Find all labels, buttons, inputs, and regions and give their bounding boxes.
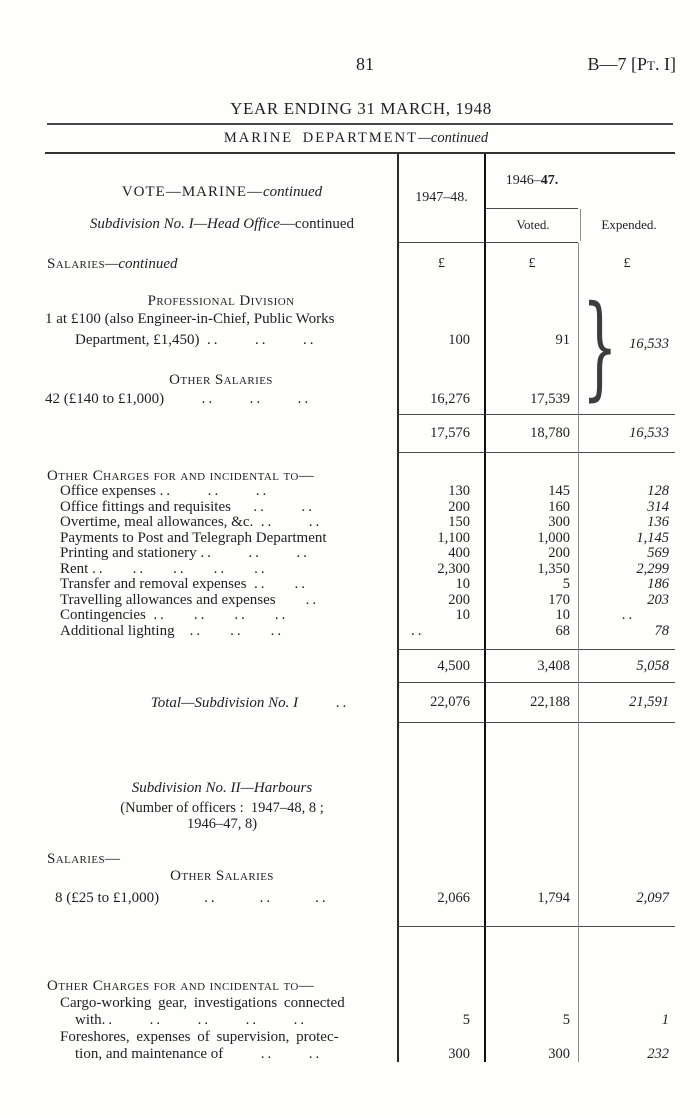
currency-row — [45, 243, 675, 285]
amount-voted: 145 — [484, 484, 578, 500]
col-header-expended: Expended. — [580, 209, 677, 241]
amount-1947-48: 4,500 — [397, 650, 484, 683]
department-continued: —continued — [418, 130, 489, 146]
amount-1947-48: 130 — [397, 484, 484, 500]
grouping-brace: } — [582, 282, 618, 412]
officers-line2-row — [45, 816, 675, 832]
amount-voted: 1,000 — [484, 531, 578, 547]
amount-voted: 22,188 — [484, 683, 578, 723]
amount-1947-48-nil: . . — [397, 624, 484, 640]
amount-voted: 3,408 — [484, 650, 578, 683]
row-contingencies — [45, 608, 675, 624]
col-header-1946-47-b: 47. — [540, 173, 559, 188]
amount-voted: 300 — [484, 1045, 578, 1062]
subdivision-title-continued: —continued — [279, 216, 355, 232]
row-label: Rent . . . . . . . . . . — [60, 560, 265, 577]
salaries-2-heading-row — [45, 850, 675, 867]
officers-count-line2: 1946–47, 8) — [186, 815, 258, 832]
total-subdivision-1-row — [45, 683, 675, 723]
row-cargo-gear-line1 — [45, 994, 675, 1011]
amount-expended: 16,533 — [629, 336, 669, 352]
amount-expended: 569 — [578, 546, 675, 562]
professional-division-amounts-1947 — [397, 285, 484, 415]
amount-voted: 1,794 — [484, 885, 578, 911]
row-label: Additional lighting . . . . . . — [60, 622, 282, 639]
row-label: Contingencies . . . . . . . . — [60, 607, 286, 624]
amount-1947-48: 10 — [397, 577, 484, 593]
department-name: MARINE DEPARTMENT — [223, 130, 418, 146]
col-header-1946-47-a: 1946– — [505, 173, 541, 188]
row-transfer-removal — [45, 577, 675, 593]
row-foreshores-line2 — [45, 1045, 675, 1062]
row-label: Foreshores, expenses of supervision, protec- — [60, 1028, 339, 1045]
amount-1947-48: 2,066 — [397, 885, 484, 911]
amount-1947-48: 22,076 — [397, 683, 484, 723]
department-heading — [12, 130, 700, 147]
amount-voted: 18,780 — [484, 415, 578, 453]
table-header-row — [45, 154, 675, 243]
row-office-fittings — [45, 500, 675, 516]
col-header-1947-48-label: 1947–48. — [415, 190, 468, 205]
vote-table — [45, 152, 675, 1062]
other-charges-heading: Other Charges for and incidental to— — [47, 467, 315, 484]
table-header-stub — [45, 154, 397, 243]
total-label — [45, 683, 397, 723]
spacer-row — [45, 453, 675, 467]
row-printing-stationery — [45, 546, 675, 562]
row-overtime — [45, 515, 675, 531]
subdivision-title — [47, 216, 397, 233]
row-label: 8 (£25 to £1,000) . . . . . . — [55, 889, 326, 906]
amount-expended: 128 — [578, 484, 675, 500]
horizontal-rule — [47, 123, 673, 125]
total-label-text: Total—Subdivision No. I — [150, 694, 299, 711]
spacer-row — [45, 927, 675, 977]
amount-voted: 170 — [484, 593, 578, 609]
amount-expended: 1,145 — [578, 531, 675, 547]
amount-1947-48: 2,300 — [397, 562, 484, 578]
subdivision-2-heading: Subdivision No. II—Harbours — [131, 779, 313, 796]
subdivision-title-main: Subdivision No. I—Head Office — [89, 216, 280, 232]
other-salaries-heading: Other Salaries — [169, 372, 273, 388]
amount-voted: 5 — [484, 577, 578, 593]
amount-1947-48: 17,576 — [397, 415, 484, 453]
vote-title-main: VOTE—MARINE— — [121, 184, 263, 200]
other-charges-2-heading: Other Charges for and incidental to— — [47, 977, 315, 994]
amount-1947-48: 200 — [397, 500, 484, 516]
other-salaries-2-heading-row — [45, 867, 675, 885]
col-header-1946-47 — [486, 154, 578, 209]
spacer-row — [45, 723, 675, 777]
amount-1947-48: 300 — [397, 1045, 484, 1062]
blank-stub — [45, 650, 397, 683]
professional-division-stub — [45, 285, 397, 415]
row-label: Office expenses . . . . . . — [60, 483, 267, 500]
other-charges-heading-row — [45, 467, 675, 484]
amount-1947-48: 150 — [397, 515, 484, 531]
amount-expended: 2,299 — [578, 562, 675, 578]
other-salaries-line: 42 (£140 to £1,000) . . . . . . — [45, 391, 309, 407]
amount-expended: 78 — [578, 624, 675, 640]
spacer-row — [45, 639, 675, 650]
leader-dots: . . — [298, 694, 347, 711]
col-header-1947-48 — [397, 154, 484, 243]
amount-expended: 16,533 — [578, 415, 675, 453]
amount-expended: 2,097 — [578, 885, 675, 911]
page-number: 81 — [356, 54, 374, 74]
amount-expended: 21,591 — [578, 683, 675, 723]
row-cargo-gear-line2 — [45, 1011, 675, 1028]
row-label: Cargo-working gear, investigations connected — [60, 994, 345, 1011]
subdivision-2-heading-row — [45, 777, 675, 799]
amount-voted: 1,350 — [484, 562, 578, 578]
row-travelling-allowances — [45, 593, 675, 609]
row-label: Payments to Post and Telegraph Department — [60, 529, 327, 546]
amount-1947-48: 1,100 — [397, 531, 484, 547]
officers-count-line1: (Number of officers : 1947–48, 8 ; — [120, 799, 324, 816]
pound-sign-voted: £ — [484, 243, 578, 285]
row-label: Office fittings and requisites . . . . — [60, 498, 312, 515]
page-title: YEAR ENDING 31 MARCH, 1948 — [230, 99, 492, 118]
vote-title — [47, 184, 397, 201]
row-label: Travelling allowances and expenses . . — [60, 591, 317, 608]
row-foreshores-line1 — [45, 1028, 675, 1045]
voted-expended-subheader — [486, 209, 657, 241]
row-additional-lighting — [45, 624, 675, 640]
other-salaries-2-heading: Other Salaries — [170, 867, 274, 884]
amount-expended: 5,058 — [578, 650, 675, 683]
amount-1947-48: 200 — [397, 593, 484, 609]
other-charges-subtotal-row — [45, 650, 675, 683]
pound-sign-1947: £ — [397, 243, 484, 285]
amount-1947-48: 5 — [397, 1011, 484, 1028]
professional-division-line2: Department, £1,450) . . . . . . — [75, 332, 314, 348]
amount-1947-48: 16,276 — [430, 391, 470, 407]
spacer-row — [45, 832, 675, 850]
row-label: tion, and maintenance of . . . . — [75, 1045, 320, 1062]
amount-voted: 200 — [484, 546, 578, 562]
amount-voted: 17,539 — [530, 391, 570, 407]
officers-line1-row — [45, 799, 675, 816]
col-header-voted: Voted. — [516, 217, 550, 232]
amount-expended: 232 — [578, 1045, 675, 1062]
amount-1947-48: 10 — [397, 608, 484, 624]
row-label: Transfer and removal expenses . . . . — [60, 576, 305, 593]
salaries-heading-continued: —continued — [105, 255, 178, 272]
amount-1947-48: 400 — [397, 546, 484, 562]
col-header-1946-47-group — [484, 154, 657, 243]
amount-expended: 1 — [578, 1011, 675, 1028]
amount-voted: 10 — [484, 608, 578, 624]
salaries-subtotal-row — [45, 415, 675, 453]
amount-expended: 314 — [578, 500, 675, 516]
amount-expended: 136 — [578, 515, 675, 531]
professional-division-amounts-expended — [578, 282, 675, 415]
vote-title-continued: continued — [263, 184, 323, 200]
amount-1947-48: 100 — [448, 332, 470, 348]
row-other-salaries-2 — [45, 885, 675, 911]
row-office-expenses — [45, 484, 675, 500]
row-label: Printing and stationery . . . . . . — [60, 545, 307, 562]
amount-voted: 91 — [555, 332, 570, 348]
amount-expended: 186 — [578, 577, 675, 593]
salaries-heading: Salaries — [47, 255, 105, 272]
salaries-continued-label — [45, 243, 397, 285]
amount-expended-nil: . . — [578, 608, 675, 624]
doc-ref: B—7 [Pt. I] — [587, 54, 676, 74]
amount-expended: 203 — [578, 593, 675, 609]
salaries-2-heading: Salaries— — [47, 850, 121, 867]
row-rent — [45, 562, 675, 578]
amount-voted: 300 — [484, 515, 578, 531]
professional-division-line1: 1 at £100 (also Engineer-in-Chief, Public Works — [45, 311, 335, 327]
professional-division-amounts-voted — [484, 285, 578, 415]
other-charges-2-heading-row — [45, 977, 675, 994]
amount-voted: 5 — [484, 1011, 578, 1028]
blank-stub — [45, 415, 397, 453]
row-payments-post-telegraph — [45, 531, 675, 547]
spacer-row — [45, 911, 675, 927]
professional-division-heading: Professional Division — [147, 293, 295, 309]
row-label: Overtime, meal allowances, &c. . . . . — [60, 514, 320, 531]
amount-voted: 160 — [484, 500, 578, 516]
amount-voted: 68 — [484, 624, 578, 640]
professional-division-block — [45, 282, 675, 415]
row-label: with. . . . . . . . . . — [75, 1011, 305, 1028]
pound-sign-expended: £ — [578, 243, 675, 285]
